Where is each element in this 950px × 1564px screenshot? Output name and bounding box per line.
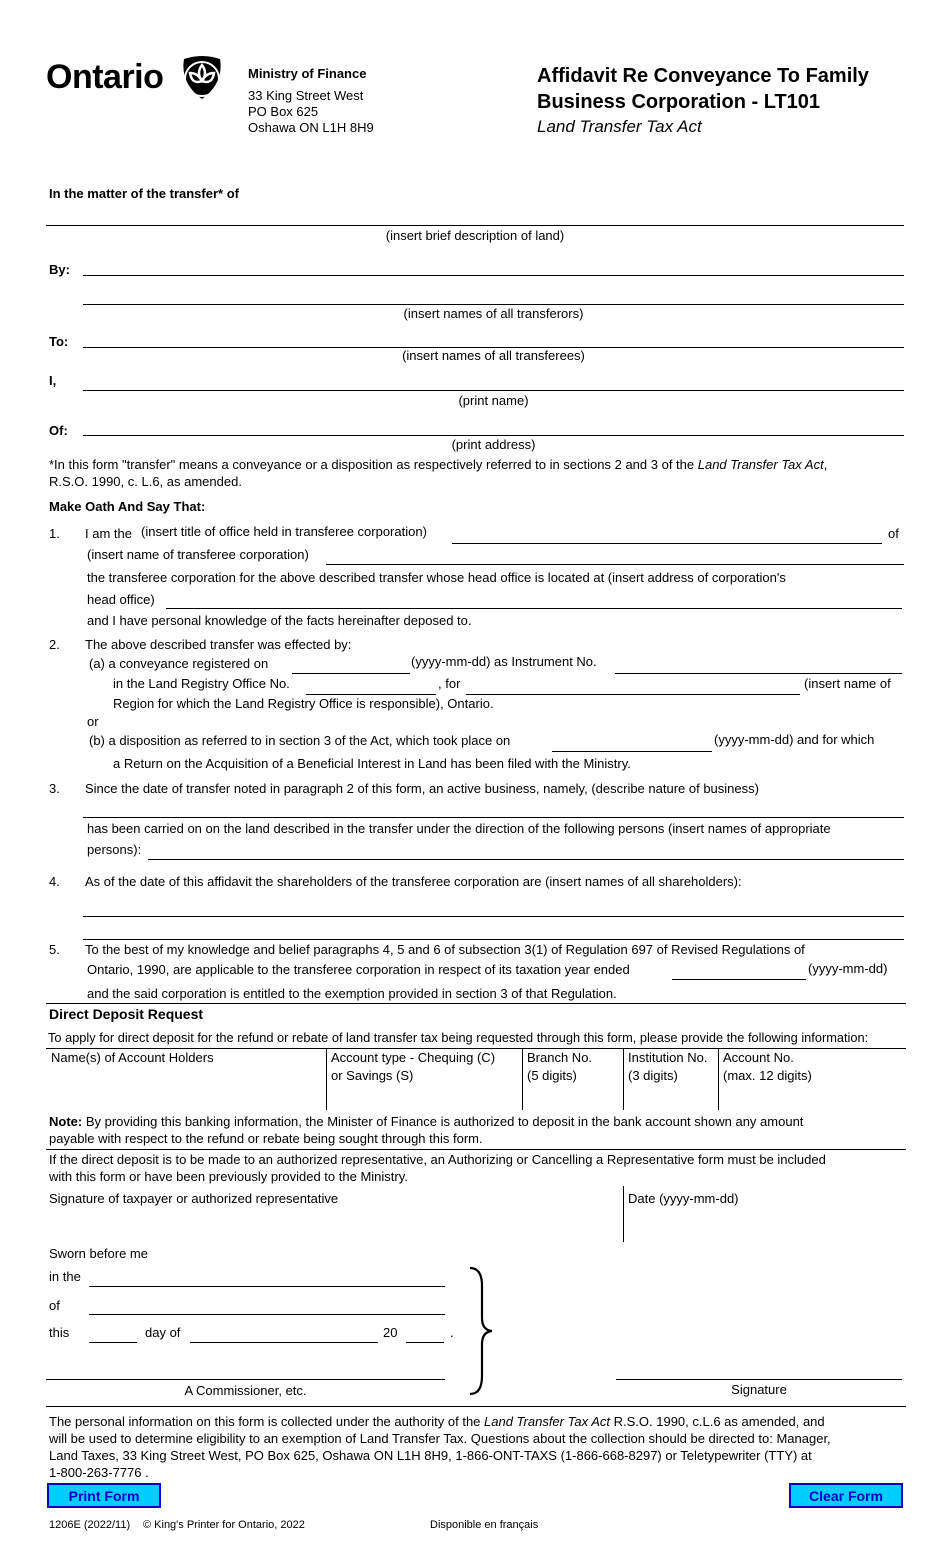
- para-2-text-b2: (yyyy-mm-dd) as Instrument No.: [411, 654, 597, 669]
- para-2-text-e1: (b) a disposition as referred to in section 3 of the Act, which took place on: [89, 733, 511, 748]
- deponent-signature-line: [616, 1379, 902, 1380]
- ministry-address-2: PO Box 625: [248, 104, 319, 119]
- sworn-period: .: [450, 1325, 454, 1340]
- land-description-input[interactable]: [46, 208, 904, 224]
- taxpayer-signature-label: Signature of taxpayer or authorized representative: [49, 1191, 339, 1206]
- transferors-line-1: [83, 275, 904, 276]
- brace-icon: [464, 1266, 494, 1396]
- land-registry-office-input[interactable]: [306, 677, 436, 693]
- deponent-signature-label: Signature: [731, 1382, 787, 1397]
- deposit-col-divider-2: [522, 1048, 523, 1110]
- sworn-of-label: of: [49, 1298, 60, 1313]
- shareholders-input-1[interactable]: [83, 899, 904, 915]
- conveyance-date-line: [292, 673, 410, 674]
- ontario-logo-text: Ontario: [46, 58, 164, 96]
- deposit-col-divider-4: [718, 1048, 719, 1110]
- sworn-in-the-input[interactable]: [89, 1269, 445, 1285]
- transferors-input-1[interactable]: [83, 258, 904, 274]
- privacy-text-4: 1-800-263-7776 .: [49, 1465, 149, 1480]
- deposit-table-top: [46, 1048, 906, 1049]
- deponent-name-line: [83, 390, 904, 391]
- deposit-col-divider-1: [326, 1048, 327, 1110]
- para-2-or: or: [87, 714, 99, 729]
- deposit-top-rule: [46, 1003, 906, 1004]
- commissioner-label: A Commissioner, etc.: [184, 1383, 307, 1398]
- deposit-note: Note: By providing this banking information, the Minister of Finance is authorized to deposit in the bank account shown any amount: [49, 1114, 804, 1129]
- form-act-title: Land Transfer Tax Act: [537, 117, 702, 136]
- para-4-number: 4.: [49, 874, 60, 889]
- land-description-hint: (insert brief description of land): [385, 228, 565, 243]
- instrument-no-line: [615, 673, 902, 674]
- taxation-year-line: [672, 979, 806, 980]
- deponent-address-line: [83, 435, 904, 436]
- para-3-text-a: Since the date of transfer noted in paragraph 2 of this form, an active business, namely, (describe nature of business): [85, 781, 759, 796]
- para-1-number: 1.: [49, 526, 60, 541]
- privacy-rule: [46, 1406, 906, 1407]
- of-label: Of:: [49, 423, 68, 438]
- sworn-in-the-line: [89, 1286, 445, 1287]
- taxation-year-input[interactable]: [672, 962, 806, 978]
- conveyance-date-input[interactable]: [292, 656, 410, 672]
- branch-no-header-a: Branch No.: [527, 1050, 593, 1065]
- sworn-in-the-label: in the: [49, 1269, 81, 1284]
- deponent-address-input[interactable]: [83, 418, 904, 434]
- shareholders-line-2: [83, 939, 904, 940]
- sworn-heading: Sworn before me: [49, 1246, 148, 1261]
- account-no-input[interactable]: [722, 1088, 902, 1104]
- matter-heading: In the matter of the transfer* of: [49, 186, 239, 201]
- ministry-name: Ministry of Finance: [248, 66, 367, 81]
- para-2-text-d: Region for which the Land Registry Office is responsible), Ontario.: [113, 696, 494, 711]
- para-3-text-c: persons):: [87, 842, 142, 857]
- para-5-text-b2: (yyyy-mm-dd): [808, 961, 888, 976]
- transferors-input-2[interactable]: [83, 287, 904, 303]
- sworn-year-input[interactable]: [406, 1325, 444, 1341]
- print-name-hint: (print name): [458, 393, 529, 408]
- privacy-text-2: will be used to determine eligibility to an exemption of Land Transfer Tax. Questions about the collection should be directed to: Manager,: [49, 1431, 831, 1446]
- head-office-line: [166, 608, 902, 609]
- para-2-text-c3: (insert name of: [804, 676, 891, 691]
- business-nature-line: [83, 817, 904, 818]
- para-5-text-b1: Ontario, 1990, are applicable to the transferee corporation in respect of its taxation year ended: [87, 962, 630, 977]
- by-label: By:: [49, 262, 70, 277]
- account-type-input[interactable]: [330, 1088, 518, 1104]
- form-title-line2: Business Corporation - LT101: [537, 91, 821, 113]
- land-description-line: [46, 225, 904, 226]
- para-1-of: of: [888, 526, 899, 541]
- institution-no-header-a: Institution No.: [628, 1050, 708, 1065]
- land-registry-office-line: [306, 694, 436, 695]
- region-name-line: [466, 694, 800, 695]
- copyright-notice: © King's Printer for Ontario, 2022: [143, 1519, 305, 1531]
- deposit-date-label: Date (yyyy-mm-dd): [628, 1191, 739, 1206]
- para-2-text-c2: , for: [438, 676, 461, 691]
- representative-text-1: If the direct deposit is to be made to an authorized representative, an Authorizing or Cancelling a Representative form must be included: [49, 1152, 826, 1167]
- para-2-text-c1: in the Land Registry Office No.: [113, 676, 290, 691]
- deposit-intro: To apply for direct deposit for the refund or rebate of land transfer tax being requested through this form, please provide the following information:: [48, 1030, 869, 1045]
- para-2-text-e2: (yyyy-mm-dd) and for which: [714, 732, 875, 747]
- account-no-header-a: Account No.: [723, 1050, 794, 1065]
- deposit-col-divider-3: [623, 1048, 624, 1110]
- institution-no-header-b: (3 digits): [628, 1068, 678, 1083]
- print-form-button[interactable]: Print Form: [47, 1483, 161, 1508]
- office-title-line: [452, 543, 882, 544]
- account-holders-input[interactable]: [50, 1088, 322, 1104]
- para-1-text-b: the transferee corporation for the above described transfer whose head office is located at (insert address of corporation's: [87, 570, 786, 585]
- transferees-input[interactable]: [83, 330, 904, 346]
- transferors-line-2: [83, 304, 904, 305]
- para-4-text-a: As of the date of this affidavit the shareholders of the transferee corporation are (insert names of all shareholders):: [85, 874, 742, 889]
- transfer-footnote-2: R.S.O. 1990, c. L.6, as amended.: [49, 474, 242, 489]
- directing-persons-line: [148, 859, 904, 860]
- para-1-text-d: and I have personal knowledge of the facts hereinafter deposed to.: [87, 613, 472, 628]
- commissioner-line: [46, 1379, 445, 1380]
- para-5-text-c: and the said corporation is entitled to the exemption provided in section 3 of that Regulation.: [87, 986, 617, 1001]
- deposit-date-input[interactable]: [628, 1214, 898, 1230]
- ministry-address-3: Oshawa ON L1H 8H9: [248, 120, 374, 135]
- privacy-text-1: The personal information on this form is collected under the authority of the Land Transfer Tax Act R.S.O. 1990, c.L.6 as amended, and: [49, 1414, 825, 1429]
- branch-no-header-b: (5 digits): [527, 1068, 577, 1083]
- to-label: To:: [49, 334, 69, 349]
- deposit-note-2: payable with respect to the refund or rebate being sought through this form.: [49, 1131, 483, 1146]
- para-2-text-f: a Return on the Acquisition of a Beneficial Interest in Land has been filed with the Ministry.: [113, 756, 631, 771]
- print-address-hint: (print address): [451, 437, 536, 452]
- office-title-input[interactable]: [452, 526, 882, 542]
- disposition-date-line: [552, 751, 712, 752]
- disposition-date-input[interactable]: [552, 734, 712, 750]
- sworn-year-prefix: 20: [383, 1325, 398, 1340]
- corporation-name-input[interactable]: [326, 547, 904, 563]
- representative-text-2: with this form or have been previously provided to the Ministry.: [49, 1169, 408, 1184]
- para-3-number: 3.: [49, 781, 60, 796]
- para-5-number: 5.: [49, 942, 60, 957]
- account-type-header-b: or Savings (S): [331, 1068, 414, 1083]
- title-of-office-hint: (insert title of office held in transferee corporation): [141, 524, 427, 539]
- i-label: I,: [49, 373, 57, 388]
- para-2-text-b1: (a) a conveyance registered on: [89, 656, 269, 671]
- privacy-text-3: Land Taxes, 33 King Street West, PO Box 625, Oshawa ON L1H 8H9, 1-866-ONT-TAXS (1-866-668-8297) or Teletypewriter (TTY) at: [49, 1448, 812, 1463]
- sworn-month-line: [190, 1342, 378, 1343]
- sworn-day-of-label: day of: [145, 1325, 181, 1340]
- sworn-month-input[interactable]: [190, 1325, 378, 1341]
- french-availability: Disponible en français: [430, 1519, 539, 1531]
- para-1-text-c: head office): [87, 592, 155, 607]
- para-3-text-b: has been carried on on the land described in the transfer under the direction of the following persons (insert names of appropriate: [87, 821, 831, 836]
- sworn-of-line: [89, 1314, 445, 1315]
- account-holders-header: Name(s) of Account Holders: [51, 1050, 214, 1065]
- para-2-text-a: The above described transfer was effected by:: [85, 637, 352, 652]
- para-5-text-a: To the best of my knowledge and belief paragraphs 4, 5 and 6 of subsection 3(1) of Regulation 697 of Revised Regulations of: [85, 942, 805, 957]
- institution-no-input[interactable]: [627, 1088, 714, 1104]
- instrument-no-input[interactable]: [615, 656, 902, 672]
- para-1-text-a: I am the: [85, 526, 132, 541]
- clear-form-button[interactable]: Clear Form: [789, 1483, 903, 1508]
- account-type-header-a: Account type - Chequing (C): [331, 1050, 496, 1065]
- transferors-hint: (insert names of all transferors): [403, 306, 584, 321]
- ministry-address-1: 33 King Street West: [248, 88, 364, 103]
- deponent-name-input[interactable]: [83, 373, 904, 389]
- para-2-number: 2.: [49, 637, 60, 652]
- sworn-day-input[interactable]: [89, 1325, 137, 1341]
- deposit-heading: Direct Deposit Request: [49, 1006, 204, 1022]
- deposit-note-rule: [46, 1149, 906, 1150]
- form-number: 1206E (2022/11): [49, 1519, 131, 1531]
- sworn-year-line: [406, 1342, 444, 1343]
- business-nature-input[interactable]: [83, 800, 904, 816]
- sworn-this-label: this: [49, 1325, 70, 1340]
- transferees-hint: (insert names of all transferees): [402, 348, 585, 363]
- shareholders-line-1: [83, 916, 904, 917]
- head-office-input[interactable]: [166, 591, 902, 607]
- signature-date-divider: [623, 1186, 624, 1242]
- region-name-input[interactable]: [466, 677, 800, 693]
- form-title-line1: Affidavit Re Conveyance To Family: [537, 65, 869, 87]
- sworn-of-input[interactable]: [89, 1297, 445, 1313]
- sworn-day-line: [89, 1342, 137, 1343]
- transfer-footnote: *In this form "transfer" means a conveyance or a disposition as respectively referred to in sections 2 and 3 of the Land Transfer Tax Act,: [49, 457, 828, 472]
- trillium-logo-icon: [178, 55, 226, 101]
- oath-heading: Make Oath And Say That:: [49, 499, 206, 514]
- branch-no-input[interactable]: [526, 1088, 619, 1104]
- account-no-header-b: (max. 12 digits): [723, 1068, 812, 1083]
- directing-persons-input[interactable]: [148, 842, 904, 858]
- corporation-name-line: [326, 564, 904, 565]
- corporation-name-hint: (insert name of transferee corporation): [87, 547, 309, 562]
- shareholders-input-2[interactable]: [83, 922, 904, 938]
